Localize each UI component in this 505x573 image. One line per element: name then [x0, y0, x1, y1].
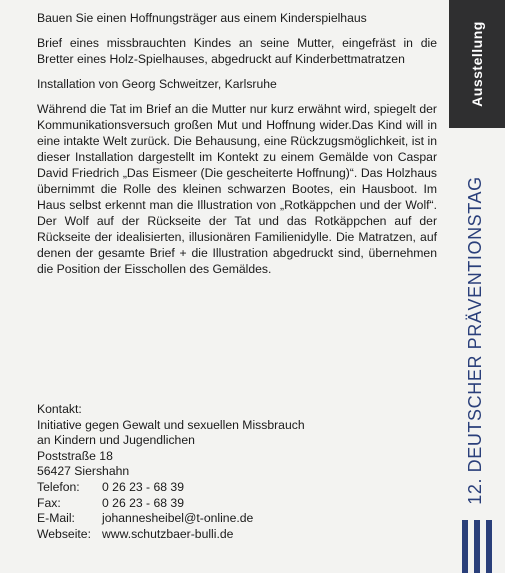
- contact-city: 56427 Siershahn: [37, 464, 130, 479]
- contact-street: Poststraße 18: [37, 448, 113, 463]
- article: [37, 10, 437, 293]
- credit: Installation von Georg Schweitzer, Karlsruhe: [37, 77, 277, 91]
- phone-value: 0 26 23 - 68 39: [102, 479, 184, 494]
- section-tab: [449, 0, 505, 128]
- contact-fax-row: [37, 496, 437, 512]
- contact-org-line1: Initiative gegen Gewalt und sexuellen Missbrauch: [37, 417, 305, 432]
- vertical-title-text: 12. DEUTSCHER PRÄVENTIONSTAG: [464, 175, 485, 505]
- contact-phone-row: [37, 480, 437, 496]
- body-text: Während die Tat im Brief an die Mutter nur kurz erwähnt wird, spiegelt der Kommunikationsversuch großen Mut und Hoffnung wider.Das Kind will in eine intakte Welt zurück. Die Behausung, eine Rückzugsmöglichkeit, ist in dieser Installation dargestellt im Kontekt zu einem Gemälde von Caspar David Friedrich „Das Eismeer (Die gescheiterte Hoffnung)“. Das Holzhaus übernimmt die Rolle des kleinen schwarzen Bootes, ein Hausboot. Im Haus selbst erkennt man die Illustration von „Rotkäppchen und der Wolf“. Der Wolf auf der Rückseite der Tat und das Rotkäppchen auf der Rückseite der idealisierten, illusionären Familienidylle. Die Matratzen, auf denen der gesamte Brief + die Illustration abgedruckt sind, übernehmen die Position der Eisschollen des Gemäldes.: [37, 102, 437, 276]
- section-tab-label: Ausstellung: [469, 21, 485, 107]
- brand-bars-icon: [462, 520, 492, 573]
- contact-block: [37, 402, 437, 542]
- email-value[interactable]: johannesheibel@t-online.de: [102, 511, 254, 526]
- fax-value: 0 26 23 - 68 39: [102, 495, 184, 510]
- phone-label: Telefon:: [37, 479, 80, 494]
- brand-bar: [474, 520, 480, 573]
- vertical-title: [455, 150, 495, 530]
- website-label: Webseite:: [37, 526, 91, 541]
- contact-heading: Kontakt:: [37, 402, 82, 416]
- headline: Bauen Sie einen Hoffnungsträger aus einem Kinderspielhaus: [37, 11, 367, 25]
- brand-bar: [462, 520, 468, 573]
- contact-website-row: [37, 527, 437, 543]
- fax-label: Fax:: [37, 495, 61, 510]
- sidebar: [449, 0, 505, 573]
- website-value[interactable]: www.schutzbaer-bulli.de: [102, 526, 234, 541]
- contact-email-row: [37, 511, 437, 527]
- email-label: E-Mail:: [37, 511, 75, 526]
- contact-org-line2: an Kindern und Jugendlichen: [37, 433, 195, 448]
- brand-bar: [486, 520, 492, 573]
- subhead: Brief eines missbrauchten Kindes an seine Mutter, eingefräst in die Bretter eines Holz-Spielhauses, abgedruckt auf Kinderbettmatratzen: [37, 36, 437, 66]
